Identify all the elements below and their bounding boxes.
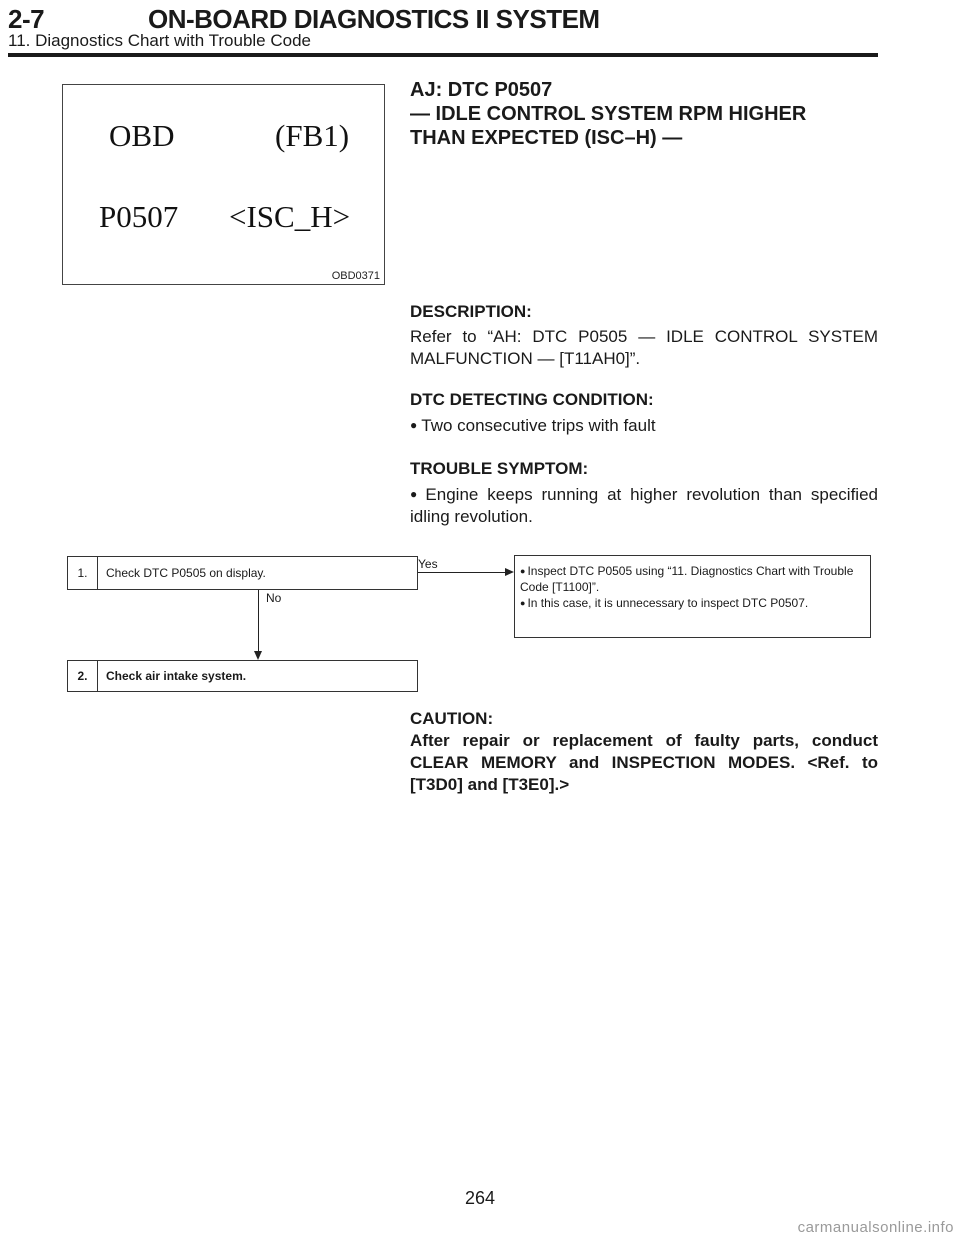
step-1-number: 1. xyxy=(68,557,98,589)
step-2-number: 2. xyxy=(68,661,98,691)
bullet-icon: ● xyxy=(520,566,526,576)
screen-obd-text: OBD xyxy=(109,118,175,153)
page-subtitle: 11. Diagnostics Chart with Trouble Code xyxy=(8,31,312,50)
header-rule xyxy=(8,53,878,57)
page-title: ON-BOARD DIAGNOSTICS II SYSTEM xyxy=(148,4,600,34)
flowchart-step-1 xyxy=(67,556,418,590)
dtc-title-line3: THAN EXPECTED (ISC–H) — xyxy=(410,127,683,149)
yes-arrow-icon xyxy=(505,568,514,576)
dtc-condition-heading: DTC DETECTING CONDITION: xyxy=(410,390,654,409)
screen-mode-text: <ISC_H> xyxy=(229,199,351,234)
trouble-symptom-text: Engine keeps running at higher revolution than specified idling revolution. xyxy=(410,485,878,526)
bullet-icon: ● xyxy=(410,418,418,432)
step-1-text: Check DTC P0505 on display. xyxy=(106,566,266,580)
dtc-title-line1: AJ: DTC P0507 xyxy=(410,79,553,101)
flowchart-step-2 xyxy=(67,660,418,692)
screen-dtc-code: P0507 xyxy=(99,199,179,234)
result-item-1 xyxy=(520,563,866,595)
dtc-condition-text: Two consecutive trips with fault xyxy=(421,416,656,435)
trouble-symptom-heading: TROUBLE SYMPTOM: xyxy=(410,459,589,478)
dtc-title xyxy=(410,78,890,150)
yes-label: Yes xyxy=(418,557,438,571)
page-number: 264 xyxy=(464,1188,496,1208)
result-text-2: In this case, it is unnecessary to inspect DTC P0507. xyxy=(527,596,809,610)
caution-heading: CAUTION: xyxy=(410,709,494,728)
result-text-1: Inspect DTC P0505 using “11. Diagnostics Chart with Trouble Code [T1100]”. xyxy=(520,564,854,594)
bullet-icon: ● xyxy=(410,487,422,501)
trouble-symptom-item xyxy=(410,483,878,528)
dtc-title-line2: — IDLE CONTROL SYSTEM RPM HIGHER xyxy=(410,103,807,125)
figure-label: OBD0371 xyxy=(331,270,380,282)
yes-connector-line xyxy=(418,572,506,573)
description-text: Refer to “AH: DTC P0505 — IDLE CONTROL SYSTEM MALFUNCTION — [T11AH0]”. xyxy=(410,327,878,368)
bullet-icon: ● xyxy=(520,598,526,608)
no-arrow-icon xyxy=(254,651,262,660)
dtc-condition-item xyxy=(410,414,878,437)
select-monitor-screen-figure xyxy=(62,84,385,285)
flowchart-yes-result xyxy=(514,555,871,638)
no-connector-line xyxy=(258,590,259,652)
screen-fb1-text: (FB1) xyxy=(275,118,350,153)
step-2-text: Check air intake system. xyxy=(106,669,247,683)
section-number: 2-7 xyxy=(8,4,45,34)
result-item-2 xyxy=(520,595,866,611)
no-label: No xyxy=(266,591,282,605)
description-heading: DESCRIPTION: xyxy=(410,302,532,321)
caution-text: After repair or replacement of faulty parts, conduct CLEAR MEMORY and INSPECTION MODES. <Ref. to [T3D0] and [T3E0].> xyxy=(410,731,878,794)
watermark: carmanualsonline.info xyxy=(797,1219,954,1236)
